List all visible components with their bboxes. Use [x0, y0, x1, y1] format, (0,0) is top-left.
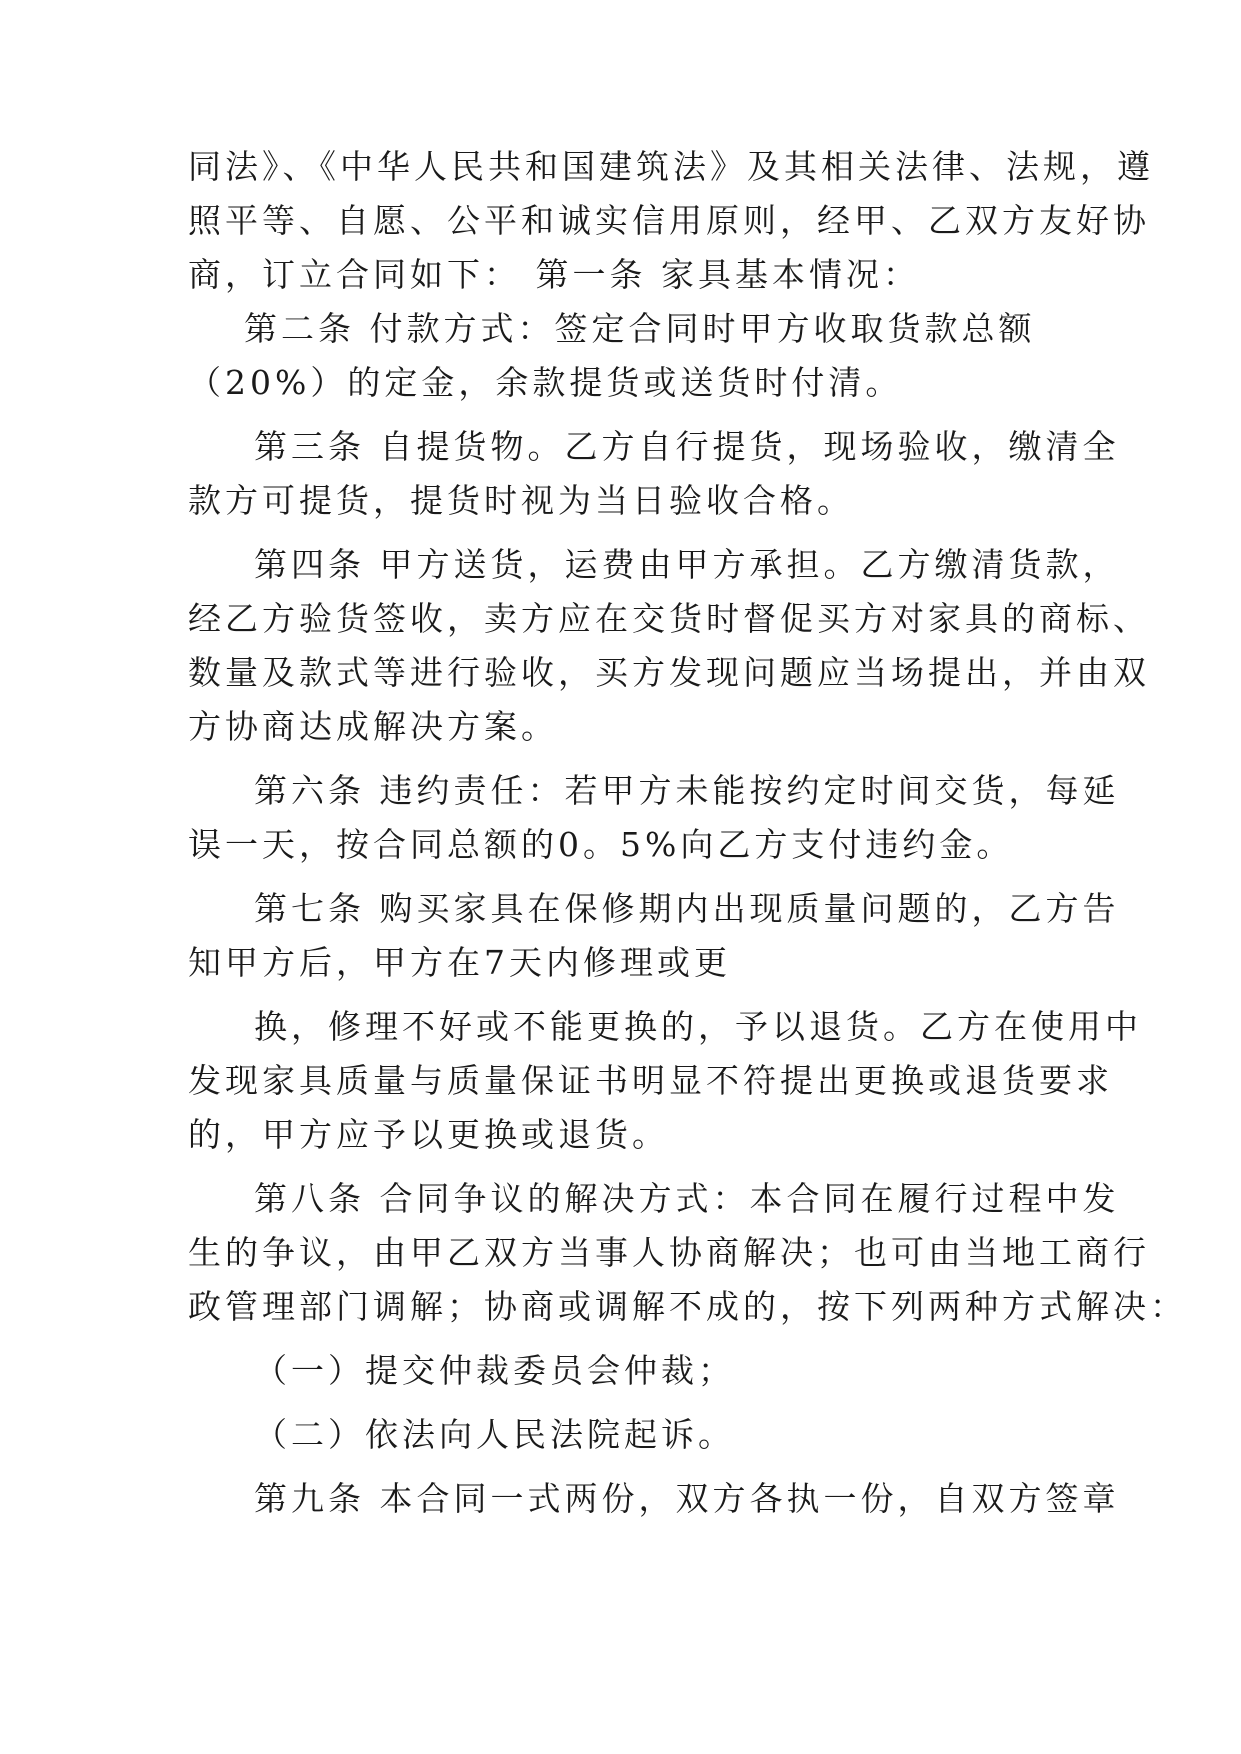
text-line: （一）提交仲裁委员会仲裁； — [254, 1351, 735, 1390]
text-line: 生的争议，由甲乙双方当事人协商解决；也可由当地工商行 — [188, 1233, 1150, 1272]
text-line: 商，订立合同如下： 第一条 家具基本情况： — [188, 255, 920, 294]
text-line: 发现家具质量与质量保证书明显不符提出更换或退货要求 — [188, 1061, 1113, 1100]
text-line: 政管理部门调解；协商或调解不成的，按下列两种方式解决： — [188, 1287, 1187, 1326]
text-line: （二）依法向人民法院起诉。 — [254, 1415, 735, 1454]
text-line: 的，甲方应予以更换或退货。 — [188, 1115, 669, 1154]
text-line: 误一天，按合同总额的0。5%向乙方支付违约金。 — [188, 825, 1014, 864]
text-line: 数量及款式等进行验收，买方发现问题应当场提出，并由双 — [188, 653, 1150, 692]
text-line: 第八条 合同争议的解决方式：本合同在履行过程中发 — [254, 1179, 1120, 1218]
text-line: 第六条 违约责任：若甲方未能按约定时间交货，每延 — [254, 771, 1120, 810]
text-line: 款方可提货，提货时视为当日验收合格。 — [188, 481, 854, 520]
text-line: 方协商达成解决方案。 — [188, 707, 558, 746]
text-line: 同法》、《中华人民共和国建筑法》及其相关法律、法规，遵 — [188, 147, 1154, 186]
text-line: 换，修理不好或不能更换的，予以退货。乙方在使用中 — [254, 1007, 1142, 1046]
text-line: 第三条 自提货物。乙方自行提货，现场验收，缴清全 — [254, 427, 1120, 466]
text-line: 照平等、自愿、公平和诚实信用原则，经甲、乙双方友好协 — [188, 201, 1150, 240]
text-line: 第二条 付款方式：签定合同时甲方收取货款总额 — [244, 309, 1036, 348]
text-line: 第四条 甲方送货，运费由甲方承担。乙方缴清货款， — [254, 545, 1120, 584]
text-line: （20%）的定金，余款提货或送货时付清。 — [188, 363, 903, 402]
text-line: 第七条 购买家具在保修期内出现质量问题的，乙方告 — [254, 889, 1120, 928]
text-line: 第九条 本合同一式两份，双方各执一份，自双方签章 — [254, 1479, 1120, 1518]
text-line: 知甲方后，甲方在7天内修理或更 — [188, 943, 731, 982]
text-line: 经乙方验货签收，卖方应在交货时督促买方对家具的商标、 — [188, 599, 1150, 638]
